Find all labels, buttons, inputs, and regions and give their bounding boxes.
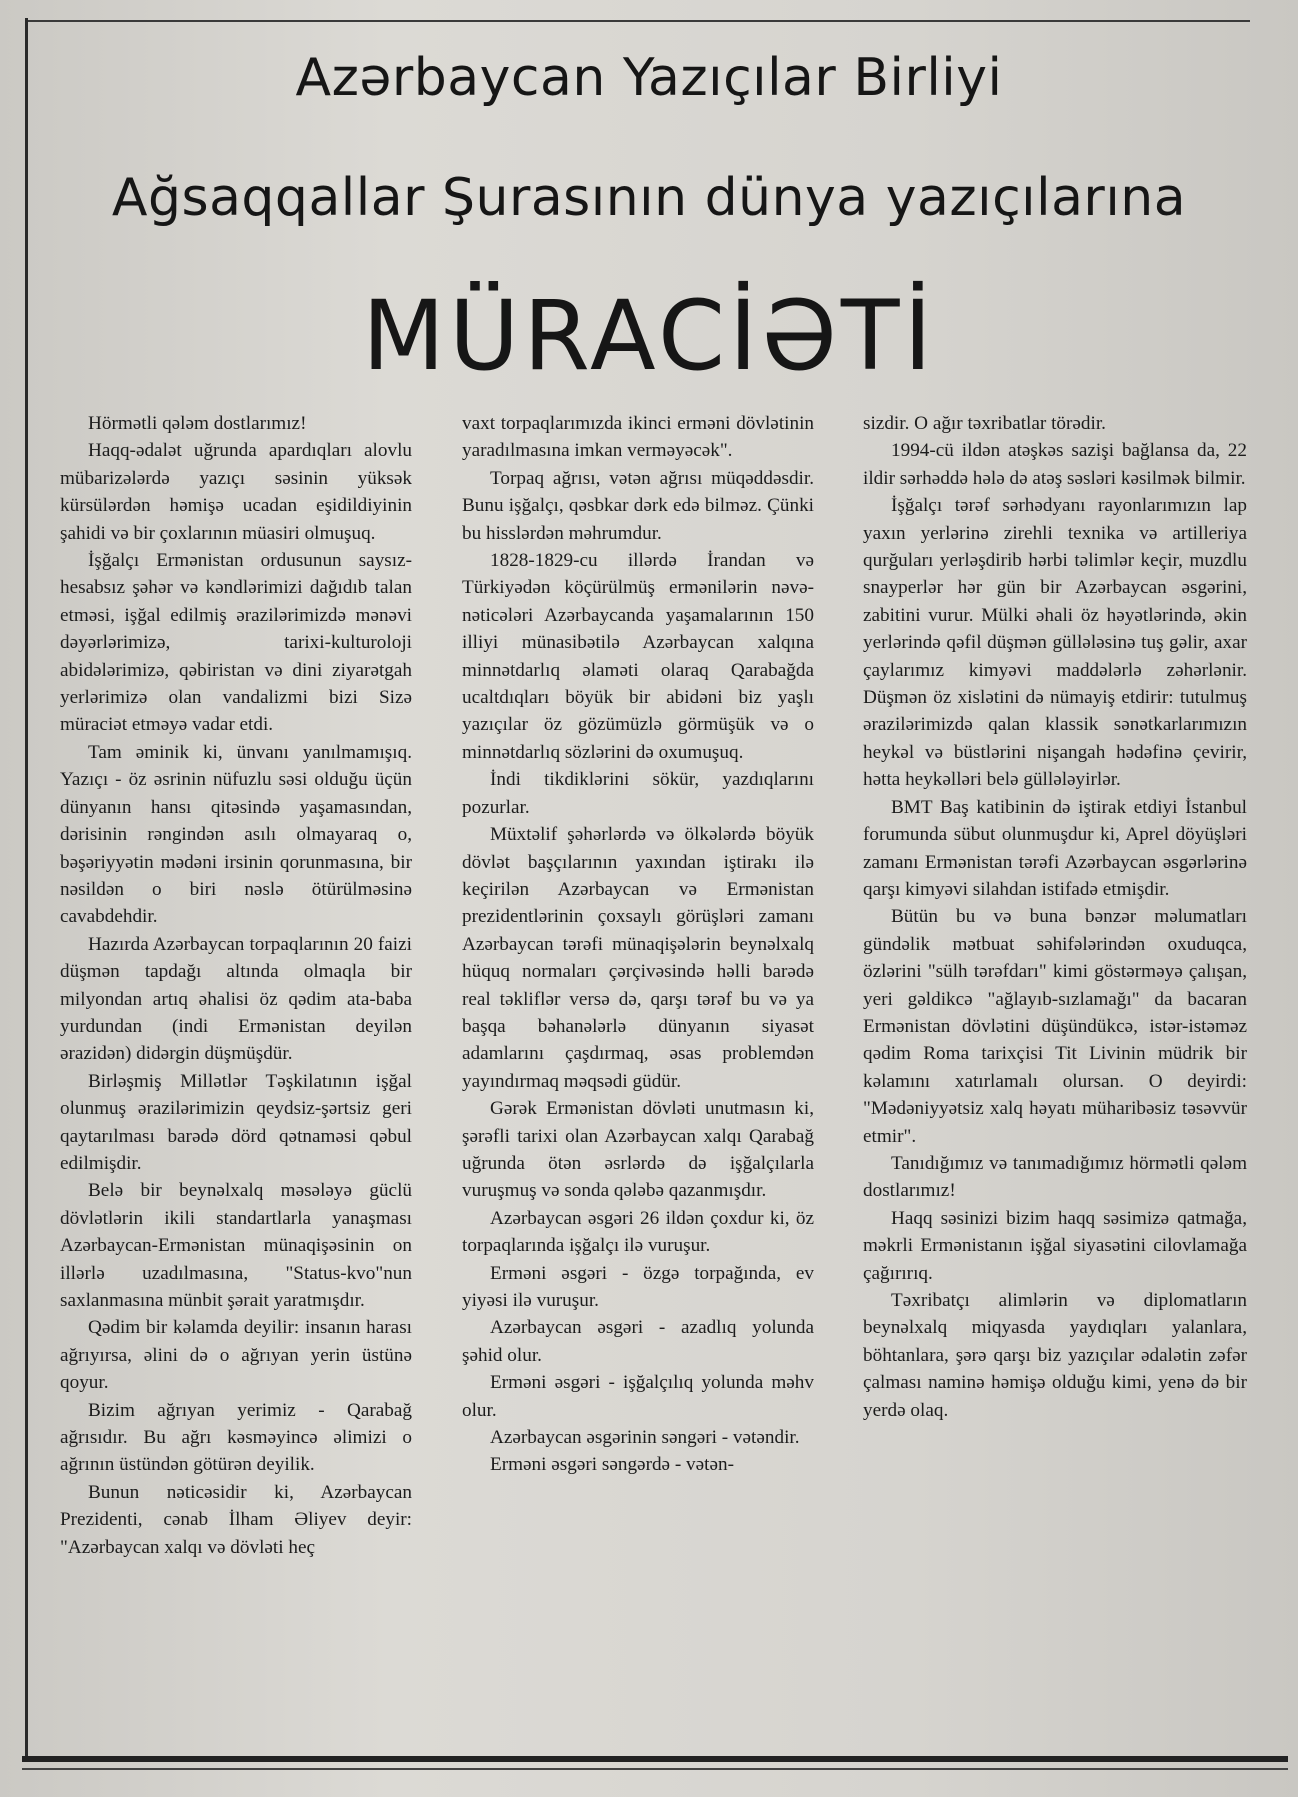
bottom-rule [22, 1756, 1288, 1762]
greeting: Hörmətli qələm dostlarımız! [88, 413, 307, 434]
paragraph: Azərbaycan əsgəri - azadlıq yolunda şəhid olur. [462, 1317, 814, 1366]
article-column-2 [462, 410, 814, 1479]
paragraph: Erməni əsgəri - işğalçılıq yolunda məhv olur. [462, 1372, 814, 1421]
paragraph: Qədim bir kəlamda deyilir: insanın harası ağrıyırsa, əlini də o ağrıyan yerin üstünə qoyur. [60, 1317, 412, 1394]
paragraph: Torpaq ağrısı, vətən ağrısı müqəddəsdir. Bunu işğalçı, qəsbkar dərk edə bilməz. Çünki bu hisslərdən məhrumdur. [462, 467, 814, 544]
paragraph: Haqq səsinizi bizim haqq səsimizə qatmağa, məkrli Ermənistanın işğal siyasətini cilovlamağa çağırırıq. [863, 1207, 1247, 1284]
paragraph: Tanıdığımız və tanımadığımız hörmətli qələm dostlarımız! [863, 1152, 1247, 1202]
article-column-3 [863, 410, 1247, 1424]
paragraph: İşğalçı Ermənistan ordusunun saysız-hesabsız şəhər və kəndlərimizi dağıdıb talan etməsi, işğal edilmiş ərazilərimizdə mənəvi dəyərlərimizə, tarixi-kulturoloji abidələrimizə, qəbiristan və dini ziyarətgah yerlərimizə olan vandalizmi bizi Sizə müraciət etməyə vadar etdi. [60, 550, 412, 736]
paragraph: Tam əminik ki, ünvanı yanılmamışıq. Yazıçı - öz əsrinin nüfuzlu səsi olduğu üçün dünyanın hansı qitəsində yaşamasından, dərisinin rəngindən asılı olmayaraq o, bəşəriyyətin mədəni irsinin qorunmasına, bir nəsildən o biri nəslə ötürülməsinə cavabdehdir. [60, 741, 412, 928]
paragraph: 1828-1829-cu illərdə İrandan və Türkiyədən köçürülmüş ermənilərin nəvə-nəticələri Azərbaycanda yaşamalarının 150 illiyi münasibətilə Azərbaycan xalqına minnətdarlıq əlaməti olaraq Qarabağda ucaltdıqları böyük bir abidəni biz yaşlı yazıçılar öz gözümüzlə görmüşük və o minnətdarlıq sözlərini də oxumuşuq. [462, 550, 814, 763]
headline-title: MÜRACİƏTİ [362, 280, 936, 392]
paragraph: Gərək Ermənistan dövləti unutmasın ki, şərəfli tarixi olan Azərbaycan xalqı Qarabağ uğrunda ötən əsrlərdə də işğalçılarla vuruşmuş və sonda qələbə qazanmışdır. [462, 1098, 814, 1202]
paragraph-continued: vaxt torpaqlarımızda ikinci erməni dövlətinin yaradılmasına imkan verməyəcək". [462, 413, 814, 462]
paragraph: Belə bir beynəlxalq məsələyə güclü dövlətlərin ikili standartlarla yanaşması Azərbaycan-Ermənistan münaqişəsinin on illərlə uzadılmasına, "Status-kvo"nun saxlanmasına münbit şərait yaratmışdır. [60, 1180, 412, 1311]
paragraph: Təxribatçı alimlərin və diplomatların beynəlxalq miqyasda yaydıqları yalanlara, böhtanlara, şərə qarşı biz yazıçılar ədalətin zəfər çalması naminə həmişə olduğu kimi, yenə də bir yerdə olaq. [863, 1290, 1247, 1421]
paragraph: Erməni əsgəri - özgə torpağında, ev yiyəsi ilə vuruşur. [462, 1262, 814, 1311]
paragraph: Bunun nəticəsidir ki, Azərbaycan Prezidenti, cənab İlham Əliyev deyir: "Azərbaycan xalqı və dövləti heç [60, 1481, 412, 1558]
paragraph: Azərbaycan əsgəri 26 ildən çoxdur ki, öz torpaqlarında işğalçı ilə vuruşur. [462, 1207, 814, 1257]
paragraph: Erməni əsgəri səngərdə - vətən- [490, 1454, 734, 1476]
paragraph: İşğalçı tərəf sərhədyanı rayonlarımızın lap yaxın yerlərinə zirehli texnika və artilleriya qurğuları yerləşdirib hərbi təlimlər keçir, muzdlu snayperlər hər gün bir Azərbaycan əsgərini, zabitini vurur. Mülki əhali öz həyətlərində, əkin yerlərində qəfil düşmən güllələsinə tuş gəlir, axar çaylarımız kimyəvi maddələrlə zəhərlənir. Düşmən öz xislətini də nümayiş etdirir: tutulmuş ərazilərimizdə qalan klassik sənətkarlarımızın heykəl və büstlərini nişangah hədəfinə çevirir, hətta heykəlləri belə güllələyirlər. [863, 495, 1247, 791]
paragraph: Bizim ağrıyan yerimiz - Qarabağ ağrısıdır. Bu ağrı kəsməyincə əlimizi o ağrının üstündən götürən deyilik. [60, 1399, 412, 1476]
paragraph: 1994-cü ildən atəşkəs sazişi bağlansa da, 22 ildir sərhəddə hələ də atəş səsləri kəsilmək bilmir. [863, 440, 1247, 489]
paragraph: Bütün bu və buna bənzər məlumatları gündəlik mətbuat səhifələrindən oxuduqca, özlərini "sülh tərəfdarı" kimi göstərməyə çalışan, yeri gəldikcə "ağlayıb-sızlamağı" da bacaran Ermənistan dövlətini düşündükcə, istər-istəməz qədim Roma tarixçisi Tit Livinin müdrik bir kəlamını xatırlamalı olursan. O deyirdi: "Mədəniyyətsiz xalq həyatı müharibəsiz təsəvvür etmir". [863, 906, 1247, 1147]
paragraph: BMT Baş katibinin də iştirak etdiyi İstanbul forumunda sübut olunmuşdur ki, Aprel döyüşləri zamanı Ermənistan tərəfi Azərbaycan əsgərlərinə qarşı kimyəvi silahdan istifadə etmişdir. [863, 796, 1247, 900]
paragraph: Haqq-ədalət uğrunda apardıqları alovlu mübarizələrdə yazıçı səsinin yüksək kürsülərdən həmişə ucadan eşidildiyinin şahidi və bir çoxlarının müasiri olmuşuq. [60, 440, 412, 544]
bottom-rule-thin [22, 1768, 1288, 1770]
paragraph-continued: sizdir. O ağır təxribatlar törədir. [863, 413, 1106, 434]
paragraph: Hazırda Azərbaycan torpaqlarının 20 faizi düşmən tapdağı altında olmaqla bir milyondan artıq əhalisi öz qədim ata-baba yurdundan (indi Ermənistan deyilən ərazidən) didərgin düşmüşdür. [60, 933, 412, 1065]
headline-line-1: Azərbaycan Yazıçılar Birliyi [295, 48, 1003, 108]
headline-line-2: Ağsaqqallar Şurasının dünya yazıçılarına [111, 168, 1187, 228]
paragraph: Azərbaycan əsgərinin səngəri - vətəndir. [490, 1427, 800, 1449]
paragraph: Müxtəlif şəhərlərdə və ölkələrdə böyük dövlət başçılarının yaxından iştirakı ilə keçirilən Azərbaycan və Ermənistan prezidentlərinin çoxsaylı görüşləri zamanı Azərbaycan tərəfi münaqişələrin beynəlxalq hüquq normaları çərçivəsində həlli barədə real təkliflər versə də, qarşı tərəf bu və ya başqa bəhanələrlə dünyanın siyasət adamlarını çaşdırmaq, əsas problemdən yayındırmaq məqsədi güdür. [462, 824, 814, 1092]
left-border-rule [25, 18, 28, 1758]
top-rule [28, 20, 1250, 22]
article-column-1 [60, 410, 412, 1561]
paragraph: İndi tikdiklərini sökür, yazdıqlarını pozurlar. [462, 769, 814, 818]
paragraph: Birləşmiş Millətlər Təşkilatının işğal olunmuş ərazilərimizin qeydsiz-şərtsiz geri qaytarılması barədə dörd qətnaməsi qəbul edilmişdir. [60, 1070, 412, 1174]
